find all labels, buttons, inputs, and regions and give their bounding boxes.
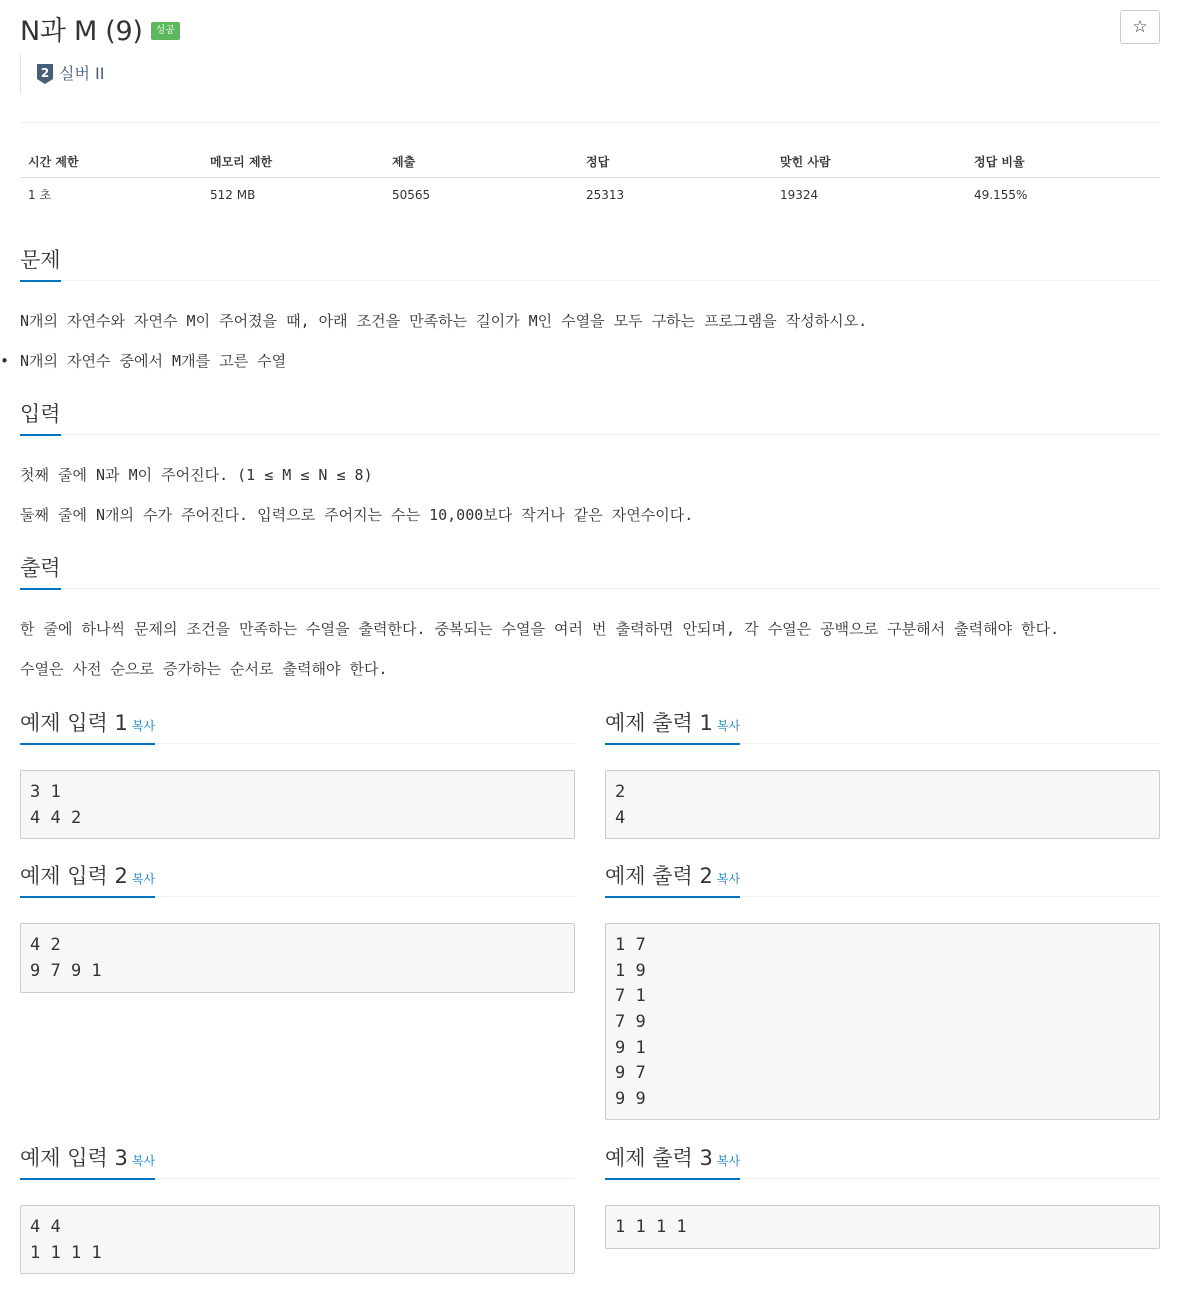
value-accepted: 25313	[586, 187, 625, 202]
header-submissions: 제출	[384, 146, 578, 177]
description-text: N개의 자연수와 자연수 M이 주어졌을 때, 아래 조건을 만족하는 길이가 M인 수열을 모두 구하는 프로그램을 작성하시오.	[20, 312, 868, 330]
tier-number: 2	[40, 66, 50, 80]
sample-output-3[interactable]: 1 1 1 1	[605, 1205, 1160, 1249]
header-solved-users: 맞힌 사람	[772, 146, 966, 177]
header-accept-ratio: 정답 비율	[966, 146, 1160, 177]
star-icon: ☆	[1132, 17, 1148, 37]
sample-input-3-title: 예제 입력 3	[20, 1146, 128, 1170]
input-title: 입력	[20, 399, 61, 436]
output-line-2: 수열은 사전 순으로 증가하는 순서로 출력해야 한다.	[20, 660, 388, 678]
copy-button[interactable]: 복사	[131, 872, 156, 886]
sample-output-1[interactable]: 2 4	[605, 770, 1160, 839]
sample-input-3[interactable]: 4 4 1 1 1 1	[20, 1205, 575, 1274]
sample-input-1-title: 예제 입력 1	[20, 711, 128, 735]
output-headline	[20, 553, 1160, 589]
value-memory-limit: 512 MB	[210, 187, 256, 202]
sample-input-1-headline	[20, 708, 575, 744]
copy-button[interactable]: 복사	[131, 1154, 156, 1168]
problem-title: N과 M (9)	[20, 15, 143, 47]
table-row	[20, 177, 1160, 212]
sample-output-3-headline	[605, 1143, 1160, 1179]
sample-output-2-title: 예제 출력 2	[605, 864, 713, 888]
star-button[interactable]	[1120, 10, 1160, 44]
input-line-2: 둘째 줄에 N개의 수가 주어진다. 입력으로 주어지는 수는 10,000보다 작거나 같은 자연수이다.	[20, 506, 694, 524]
header-time-limit: 시간 제한	[20, 146, 202, 177]
description-headline	[20, 245, 1160, 281]
table-header-row	[20, 146, 1160, 177]
status-badge: 성공	[151, 22, 180, 40]
input-headline	[20, 399, 1160, 435]
value-submissions: 50565	[392, 187, 431, 202]
value-time-limit: 1 초	[28, 188, 52, 203]
description-title: 문제	[20, 245, 61, 282]
sample-output-1-title: 예제 출력 1	[605, 711, 713, 735]
sample-output-2-headline	[605, 861, 1160, 897]
tier-icon[interactable]	[37, 64, 53, 84]
output-line-1: 한 줄에 하나씩 문제의 조건을 만족하는 수열을 출력한다. 중복되는 수열을 여러 번 출력하면 안되며, 각 수열은 공백으로 구분해서 출력해야 한다.	[20, 620, 1060, 638]
description-bullet: N개의 자연수 중에서 M개를 고른 수열	[20, 352, 287, 370]
tier-box	[20, 54, 104, 94]
sample-output-2[interactable]: 1 7 1 9 7 1 7 9 9 1 9 7 9 9	[605, 923, 1160, 1120]
sample-output-1-headline	[605, 708, 1160, 744]
copy-button[interactable]: 복사	[716, 1154, 741, 1168]
value-solved-users: 19324	[780, 187, 819, 202]
tier-label[interactable]: 실버 II	[59, 64, 105, 83]
sample-input-2[interactable]: 4 2 9 7 9 1	[20, 923, 575, 993]
sample-input-1[interactable]: 3 1 4 4 2	[20, 770, 575, 839]
problem-info-table	[20, 146, 1160, 212]
divider	[20, 122, 1160, 123]
copy-button[interactable]: 복사	[131, 719, 156, 733]
sample-input-3-headline	[20, 1143, 575, 1179]
output-title: 출력	[20, 553, 61, 590]
sample-output-3-title: 예제 출력 3	[605, 1146, 713, 1170]
header-memory-limit: 메모리 제한	[202, 146, 384, 177]
input-line-1: 첫째 줄에 N과 M이 주어진다. (1 ≤ M ≤ N ≤ 8)	[20, 466, 373, 484]
copy-button[interactable]: 복사	[716, 872, 741, 886]
sample-input-2-headline	[20, 861, 575, 897]
value-accept-ratio: 49.155%	[974, 187, 1028, 202]
title-row	[20, 10, 180, 46]
sample-input-2-title: 예제 입력 2	[20, 864, 128, 888]
copy-button[interactable]: 복사	[716, 719, 741, 733]
header-accepted: 정답	[578, 146, 772, 177]
bullet-icon: •	[0, 352, 10, 370]
